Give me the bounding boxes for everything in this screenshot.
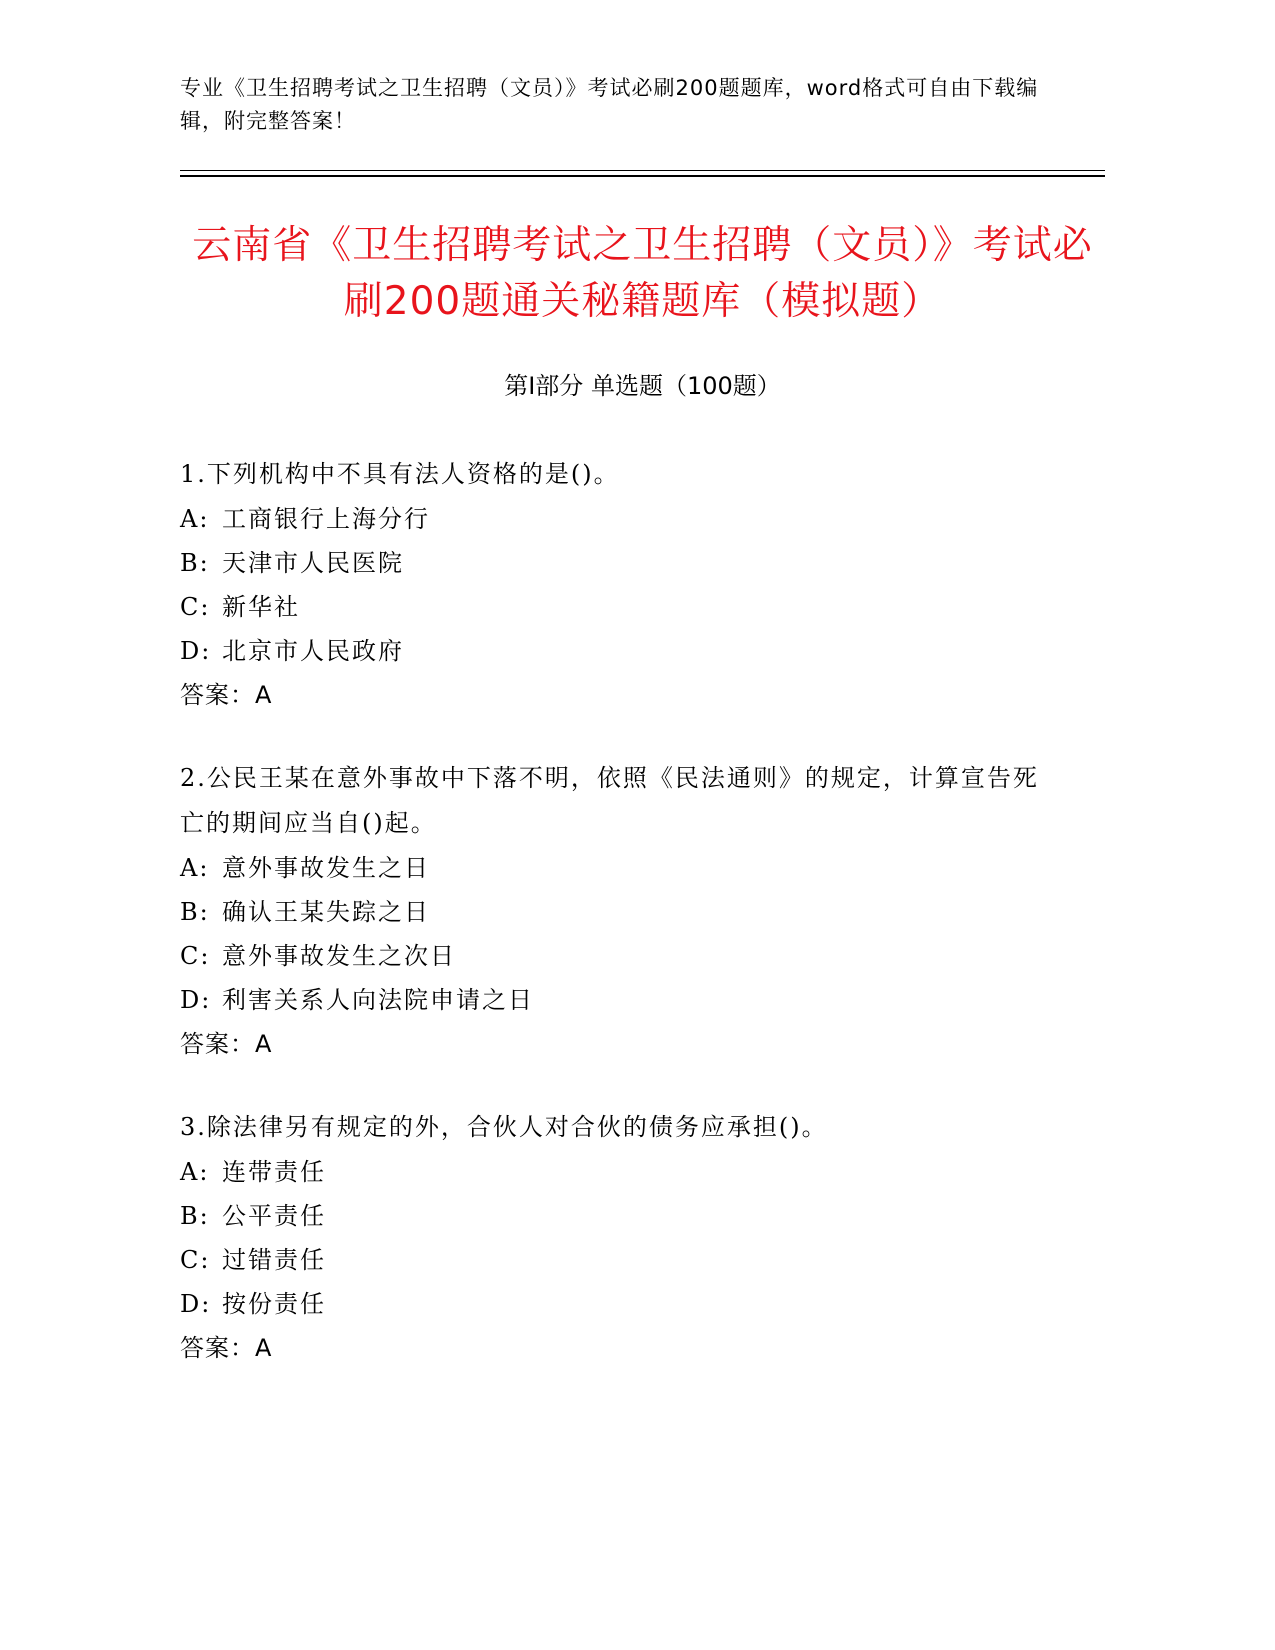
option-c	[180, 585, 1060, 629]
option-key: B:	[180, 1202, 210, 1230]
option-key: B:	[180, 898, 210, 926]
option-text: 北京市人民政府	[222, 637, 404, 665]
section-title: 第Ⅰ部分 单选题（100题）	[504, 372, 781, 400]
option-text: 工商银行上海分行	[222, 505, 430, 533]
answer-line: 答案：A	[180, 681, 273, 709]
option-text: 过错责任	[222, 1246, 326, 1274]
option-key: D:	[180, 637, 212, 665]
option-d	[180, 978, 1060, 1022]
option-key: A:	[180, 1158, 210, 1186]
option-text: 意外事故发生之次日	[222, 942, 456, 970]
option-c	[180, 934, 1060, 978]
option-a	[180, 846, 1060, 890]
option-b	[180, 541, 1060, 585]
option-text: 天津市人民医院	[222, 549, 404, 577]
option-a	[180, 1150, 1060, 1194]
option-b	[180, 890, 1060, 934]
option-key: A:	[180, 854, 210, 882]
question-stem: 3.除法律另有规定的外，合伙人对合伙的债务应承担()。	[180, 1113, 828, 1141]
header-divider-thin	[180, 170, 1105, 171]
option-key: A:	[180, 505, 210, 533]
option-text: 确认王某失踪之日	[222, 898, 430, 926]
question-block	[180, 452, 1060, 717]
question-stem: 1.下列机构中不具有法人资格的是()。	[180, 460, 620, 488]
option-c	[180, 1238, 1060, 1282]
option-text: 公平责任	[222, 1202, 326, 1230]
option-key: C:	[180, 593, 211, 621]
option-key: C:	[180, 1246, 211, 1274]
header-divider-thick	[180, 175, 1105, 177]
option-text: 新华社	[222, 593, 300, 621]
question-stem: 2.公民王某在意外事故中下落不明，依照《民法通则》的规定，计算宣告死亡的期间应当自()起。	[180, 764, 1039, 837]
answer-line: 答案：A	[180, 1334, 273, 1362]
option-key: C:	[180, 942, 211, 970]
option-key: D:	[180, 1290, 212, 1318]
option-b	[180, 1194, 1060, 1238]
question-block	[180, 1105, 1060, 1370]
header-note: 专业《卫生招聘考试之卫生招聘（文员）》考试必刷200题题库，word格式可自由下载编辑，附完整答案！	[180, 76, 1039, 133]
option-text: 意外事故发生之日	[222, 854, 430, 882]
option-a	[180, 497, 1060, 541]
option-d	[180, 629, 1060, 673]
answer-line: 答案：A	[180, 1030, 273, 1058]
option-key: B:	[180, 549, 210, 577]
document-title: 云南省《卫生招聘考试之卫生招聘（文员）》考试必刷200题通关秘籍题库（模拟题）	[192, 223, 1093, 324]
option-text: 连带责任	[222, 1158, 326, 1186]
option-text: 利害关系人向法院申请之日	[222, 986, 534, 1014]
question-block	[180, 756, 1060, 1066]
option-key: D:	[180, 986, 212, 1014]
option-d	[180, 1282, 1060, 1326]
option-text: 按份责任	[222, 1290, 326, 1318]
